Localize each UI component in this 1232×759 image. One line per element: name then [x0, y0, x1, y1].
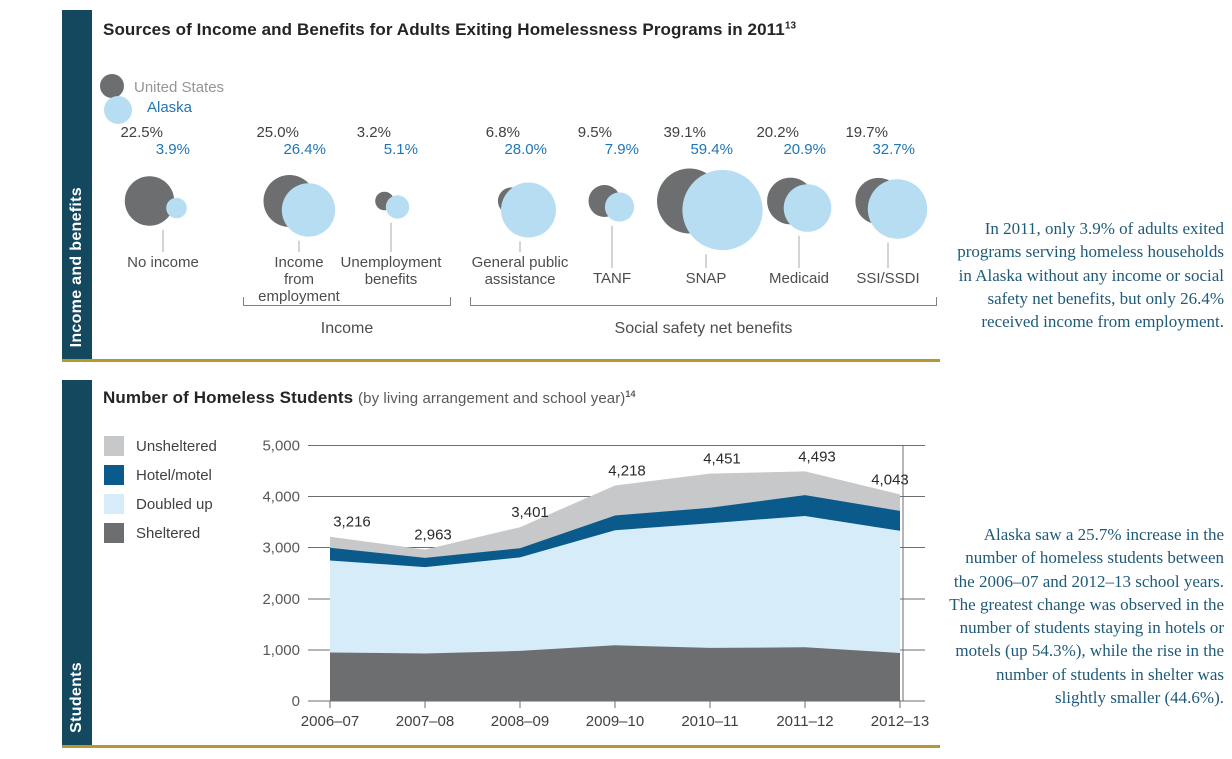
- area-sheltered: [330, 645, 900, 701]
- students-chart-subtitle: [358, 390, 636, 407]
- y-axis-tick-label: 5,000: [262, 437, 300, 455]
- us-value-label: 19.7%: [845, 124, 888, 141]
- legend-item-label: Hotel/motel: [136, 466, 212, 484]
- legend-item-label: Unsheltered: [136, 437, 217, 455]
- alaska-value-label: 28.0%: [504, 141, 547, 158]
- y-axis-tick-label: 1,000: [262, 641, 300, 659]
- legend-item-unsheltered: [104, 436, 217, 456]
- students-area-chart: [230, 430, 950, 745]
- category-label: TANF: [592, 270, 632, 287]
- area-total-label: 2,963: [414, 526, 452, 544]
- legend-swatch: [104, 523, 124, 543]
- income-chart-title-text: Sources of Income and Benefits for Adults Exiting Homelessness Programs in 2011: [103, 20, 785, 39]
- area-total-label: 4,218: [608, 462, 646, 480]
- alaska-value-label: 7.9%: [604, 141, 639, 158]
- students-chart-subtitle-text: (by living arrangement and school year): [358, 390, 626, 407]
- alaska-value-label: 59.4%: [690, 141, 733, 158]
- y-axis-tick-label: 0: [291, 693, 300, 710]
- group-bracket-label: Social safety net benefits: [614, 320, 793, 337]
- legend-item-doubled-up: [104, 494, 217, 514]
- sidebar-label-students: Students: [68, 662, 85, 733]
- legend-swatch: [104, 465, 124, 485]
- category-label: General public assistance: [471, 254, 569, 288]
- footnote-marker-13: 13: [784, 20, 797, 32]
- us-value-label: 25.0%: [256, 124, 299, 141]
- students-sidebar-tab: [62, 380, 92, 745]
- x-axis-tick-label: 2010–11: [681, 713, 739, 730]
- legend-swatch: [104, 494, 124, 514]
- x-axis-tick-label: 2006–07: [300, 713, 360, 730]
- y-axis-tick-label: 2,000: [262, 590, 300, 608]
- alaska-value-label: 26.4%: [283, 141, 326, 158]
- footnote-marker-14: 14: [625, 389, 636, 399]
- category-label: Medicaid: [768, 270, 830, 287]
- us-value-label: 6.8%: [485, 124, 520, 141]
- area-total-label: 4,043: [871, 471, 909, 489]
- category-label: Income from employment: [258, 254, 340, 305]
- us-value-label: 9.5%: [577, 124, 612, 141]
- alaska-value-label: 20.9%: [783, 141, 826, 158]
- area-total-label: 4,493: [798, 448, 836, 466]
- x-axis-tick-label: 2007–08: [395, 713, 455, 730]
- us-value-label: 20.2%: [756, 124, 799, 141]
- area-total-label: 4,451: [703, 450, 741, 468]
- sidebar-label-income: Income and benefits: [68, 186, 85, 347]
- legend-item-hotel-motel: [104, 465, 217, 485]
- students-chart-title: [103, 388, 636, 408]
- legend-item-label: Sheltered: [136, 524, 201, 542]
- students-callout-text: Alaska saw a 25.7% increase in the number of homeless students between the 2006–07 and 2012–13 school years. The greatest change was observed in the number of students staying in hotels or motels (up 54.3%), while the rise in the number of students in shelter was slightly smaller (44.6%).: [949, 525, 1224, 707]
- legend-swatch: [104, 436, 124, 456]
- us-value-label: 22.5%: [120, 124, 163, 141]
- area-total-label: 3,216: [333, 513, 371, 531]
- group-bracket-label: Income: [320, 320, 374, 337]
- alaska-value-label: 3.9%: [155, 141, 190, 158]
- legend-item-label: Doubled up: [136, 495, 213, 513]
- category-label: SSI/SSDI: [856, 270, 920, 287]
- category-label: No income: [127, 254, 199, 271]
- category-label: Unemployment benefits: [340, 254, 442, 288]
- area-chart-legend: [104, 436, 217, 552]
- legend-item-sheltered: [104, 523, 217, 543]
- alaska-value-label: 5.1%: [383, 141, 418, 158]
- x-axis-tick-label: 2011–12: [776, 713, 834, 730]
- us-legend-label: United States: [134, 79, 225, 96]
- alaska-value-label: 32.7%: [872, 141, 915, 158]
- students-section-rule: [62, 745, 940, 748]
- x-axis-tick-label: 2008–09: [490, 713, 550, 730]
- alaska-legend-label: Alaska: [147, 99, 193, 116]
- area-total-label: 3,401: [511, 504, 549, 522]
- y-axis-tick-label: 3,000: [262, 539, 300, 557]
- x-axis-tick-label: 2009–10: [585, 713, 645, 730]
- y-axis-tick-label: 4,000: [262, 488, 300, 506]
- us-value-label: 39.1%: [663, 124, 706, 141]
- us-value-label: 3.2%: [356, 124, 391, 141]
- x-axis-tick-label: 2012–13: [870, 713, 930, 730]
- category-label: SNAP: [685, 270, 727, 287]
- income-callout-text: In 2011, only 3.9% of adults exited programs serving homeless households in Alaska without any income or social safety net benefits, but only 26.4% received income from employment.: [957, 219, 1224, 332]
- students-chart-title-text: Number of Homeless Students: [103, 388, 354, 407]
